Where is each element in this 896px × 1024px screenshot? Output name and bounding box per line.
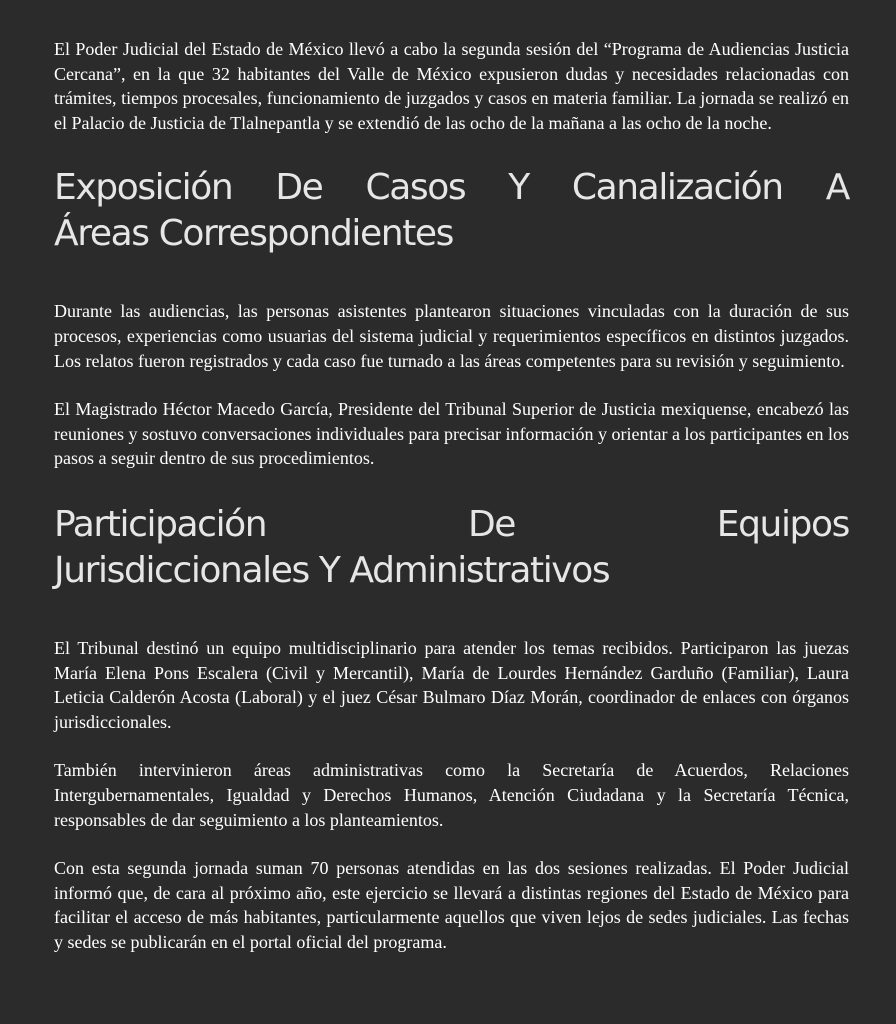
- section-heading-exposicion: [54, 165, 849, 257]
- intro-paragraph: El Poder Judicial del Estado de México llevó a cabo la segunda sesión del “Programa de Audiencias Justicia Cercana”, en la que 32 habitantes del Valle de México expusieron dudas y necesidades relacionadas con trámites, tiempos procesales, funcionamiento de juzgados y casos en materia familiar. La jornada se realizó en el Palacio de Justicia de Tlalnepantla y se extendió de las ocho de la mañana a las ocho de la noche.: [54, 39, 849, 133]
- section-heading-line: Participación De Equipos: [54, 503, 849, 545]
- section2-paragraph: Con esta segunda jornada suman 70 personas atendidas en las dos sesiones realizadas. El Poder Judicial informó que, de cara al próximo año, este ejercicio se llevará a distintas regiones del Estado de México para facilitar el acceso de más habitantes, particularmente aquellos que viven lejos de sedes judiciales. Las fechas y sedes se publicarán en el portal oficial del programa.: [54, 858, 849, 952]
- section-heading-line: Exposición De Casos Y Canalización A: [54, 167, 849, 209]
- section-heading-line: Áreas Correspondientes: [54, 213, 454, 255]
- section-heading-line: Jurisdiccionales Y Administrativos: [54, 549, 610, 591]
- section2-paragraph: También intervinieron áreas administrativas como la Secretaría de Acuerdos, Relaciones Intergubernamentales, Igualdad y Derechos Humanos, Atención Ciudadana y la Secretaría Técnica, responsables de dar seguimiento a los planteamientos.: [54, 760, 849, 830]
- section1-paragraph: Durante las audiencias, las personas asistentes plantearon situaciones vinculadas con la duración de sus procesos, experiencias como usuarias del sistema judicial y requerimientos específicos en distintos juzgados. Los relatos fueron registrados y cada caso fue turnado a las áreas competentes para su revisión y seguimiento.: [54, 301, 849, 371]
- section1-paragraph: El Magistrado Héctor Macedo García, Presidente del Tribunal Superior de Justicia mexiquense, encabezó las reuniones y sostuvo conversaciones individuales para precisar información y orientar a los participantes en los pasos a seguir dentro de sus procedimientos.: [54, 399, 849, 469]
- section2-paragraph: El Tribunal destinó un equipo multidisciplinario para atender los temas recibidos. Participaron las juezas María Elena Pons Escalera (Civil y Mercantil), María de Lourdes Hernández Garduño (Familiar), Laura Leticia Calderón Acosta (Laboral) y el juez César Bulmaro Díaz Morán, coordinador de enlaces con órganos jurisdiccionales.: [54, 637, 849, 732]
- section-heading-participacion: [54, 502, 849, 594]
